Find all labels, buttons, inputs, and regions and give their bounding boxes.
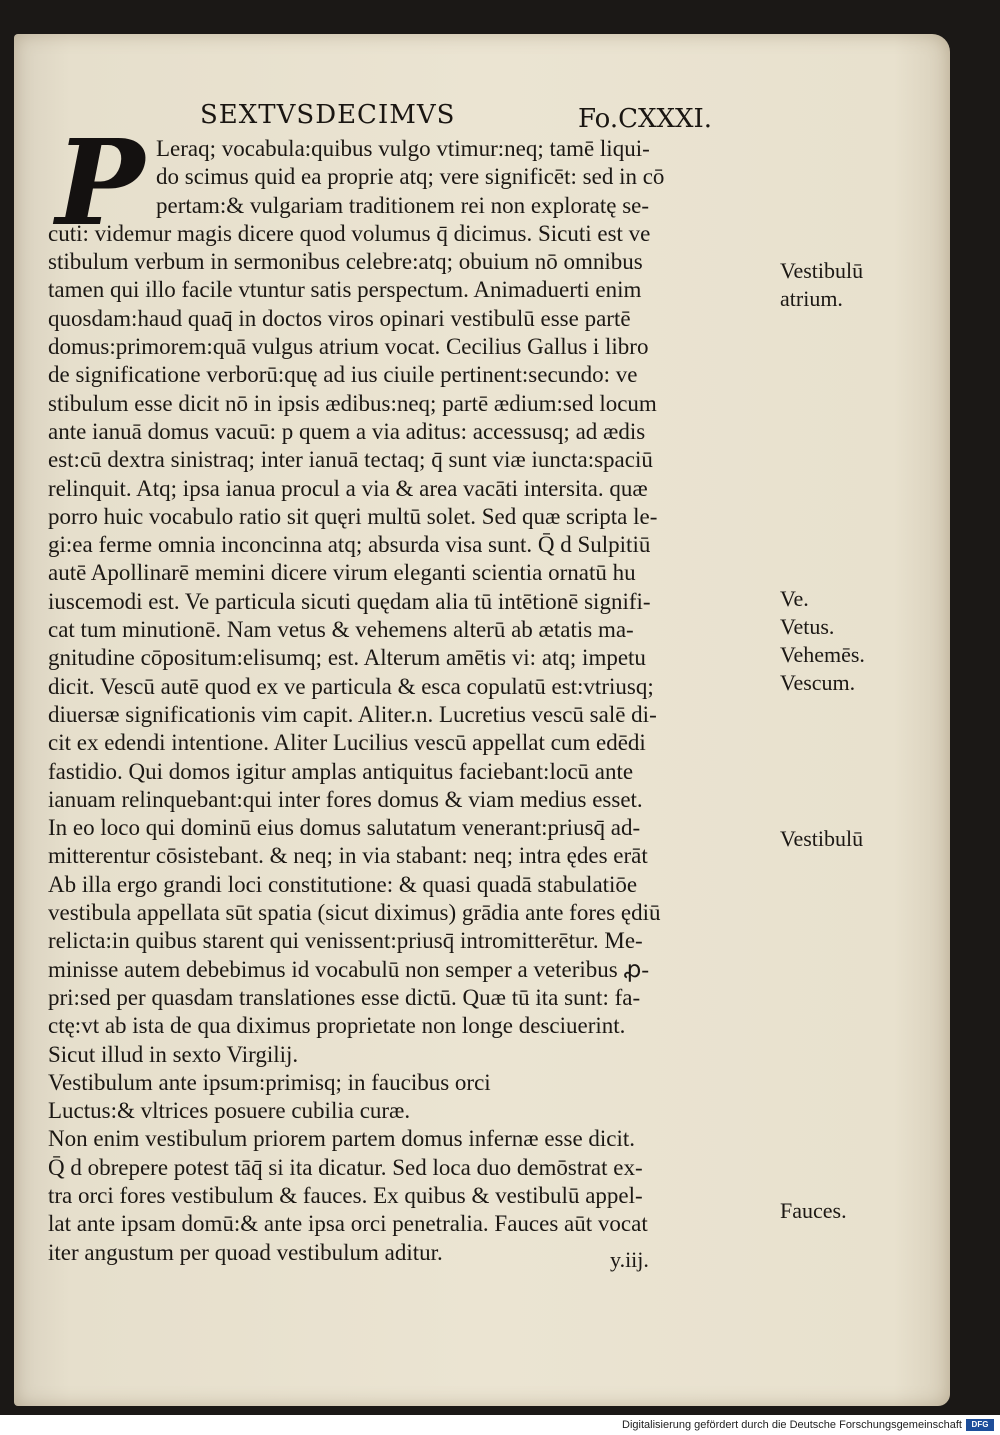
- signature-mark: y.iij.: [610, 1247, 649, 1272]
- text-line: Sicut illud in sexto Virgilij.: [48, 1041, 299, 1067]
- marginal-note: Vestibulū: [780, 258, 864, 283]
- text-line: Q̄ d obrepere potest tāq̄ si ita dicatur. Sed loca duo demōstrat ex-: [48, 1154, 643, 1180]
- marginal-note: Vetus.: [780, 614, 835, 639]
- text-line: cat tum minutionē. Nam vetus & vehemens alterū ab ætatis ma-: [48, 617, 634, 643]
- text-line: quosdam:haud quaq̄ in doctos viros opinari vestibulū esse partē: [48, 305, 631, 331]
- text-line: ianuam relinquebant:qui inter fores domus & viam medius esset.: [48, 786, 643, 812]
- text-line: minisse autem debebimus id vocabulū non semper a veteribus ꝓ-: [48, 956, 649, 982]
- text-line: domus:primorem:quā vulgus atrium vocat. Cecilius Gallus i libro: [48, 334, 649, 360]
- text-line: porro huic vocabulo ratio sit quęri multū solet. Sed quæ scripta le-: [48, 503, 658, 529]
- text-line: Vestibulum ante ipsum:primisq; in faucibus orci: [48, 1069, 491, 1095]
- text-line: diuersæ significationis vim capit. Aliter.n. Lucretius vescū salē di-: [48, 701, 657, 727]
- text-line: cuti: videmur magis dicere quod volumus q̄ dicimus. Sicuti est ve: [48, 220, 651, 246]
- body-text: [48, 135, 865, 1267]
- text-line: vestibula appellata sūt spatia (sicut diximus) grādia ante fores ędiū: [48, 900, 661, 926]
- folio-number: Fo.CXXXI.: [578, 104, 713, 134]
- text-line: mitterentur cōsistebant. & neq; in via stabant: neq; intra ędes erāt: [48, 843, 648, 869]
- decorated-initial: P: [55, 113, 145, 252]
- marginal-note: Vescum.: [780, 670, 856, 695]
- text-line: Luctus:& vltrices posuere cubilia curæ.: [48, 1098, 411, 1124]
- text-line: relinquit. Atq; ipsa ianua procul a via & area vacāti intersita. quæ: [48, 475, 648, 501]
- text-line: lat ante ipsam domū:& ante ipsa orci penetralia. Fauces aūt vocat: [48, 1211, 648, 1237]
- dfg-logo[interactable]: DFG: [966, 1419, 994, 1431]
- text-line: autē Apollinarē memini dicere virum eleganti scientia ornatū hu: [48, 560, 636, 586]
- text-line: pri:sed per quasdam translationes esse dictū. Quæ tū ita sunt: fa-: [48, 984, 641, 1010]
- marginal-note: Fauces.: [780, 1198, 847, 1223]
- running-head: SEXTVSDECIMVS: [200, 100, 456, 130]
- text-line: stibulum verbum in sermonibus celebre:atq; obuium nō omnibus: [48, 249, 643, 275]
- text-line: Leraq; vocabula:quibus vulgo vtimur:neq; tamē liqui-: [156, 136, 650, 161]
- text-line: dicit. Vescū autē quod ex ve particula & esca copulatū est:vtriusq;: [48, 673, 654, 699]
- text-line: tamen qui illo facile vtuntur satis perspectum. Animaduerti enim: [48, 277, 642, 303]
- text-line: ante ianuā domus vacuū: p quem a via aditus: accessusq; ad ædis: [48, 418, 646, 444]
- text-line: ctę:vt ab ista de qua diximus proprietate non longe desciuerint.: [48, 1013, 626, 1039]
- text-line: est:cū dextra sinistraq; inter ianuā tectaq; q̄ sunt viæ iuncta:spaciū: [48, 447, 653, 473]
- text-line: iter angustum per quoad vestibulum aditur.: [48, 1239, 443, 1265]
- text-line: fastidio. Qui domos igitur amplas antiquitus faciebant:locū ante: [48, 758, 634, 784]
- marginal-note: Vehemēs.: [780, 642, 865, 667]
- text-line: tra orci fores vestibulum & fauces. Ex quibus & vestibulū appel-: [48, 1182, 643, 1208]
- text-line: relicta:in quibus starent qui venissent:priusq̄ intromitterētur. Me-: [48, 928, 643, 954]
- text-line: iuscemodi est. Ve particula sicuti quędam alia tū intētionē signifi-: [48, 588, 651, 614]
- text-line: stibulum esse dicit nō in ipsis ædibus:neq; partē ædium:sed locum: [48, 390, 657, 416]
- text-line: gi:ea ferme omnia inconcinna atq; absurda visa sunt. Q̄ d Sulpitiū: [48, 532, 651, 558]
- text-line: do scimus quid ea proprie atq; vere significēt: sed in cō: [156, 164, 665, 190]
- text-line: Ab illa ergo grandi loci constitutione: & quasi quadā stabulatiōe: [48, 871, 638, 897]
- text-line: In eo loco qui dominū eius domus salutatum venerant:priusq̄ ad-: [48, 815, 641, 841]
- text-line: gnitudine cōpositum:elisumq; est. Alterum amētis vi: atq; impetu: [48, 645, 646, 671]
- funding-credit: Digitalisierung gefördert durch die Deutsche Forschungsgemeinschaft: [622, 1419, 962, 1431]
- text-line: cit ex edendi intentione. Aliter Lucilius vescū appellat cum edēdi: [48, 730, 646, 756]
- marginal-note: atrium.: [780, 286, 843, 311]
- text-line: pertam:& vulgariam traditionem rei non exploratę se-: [156, 192, 650, 218]
- footer-bar: [0, 1415, 1000, 1435]
- text-line: Non enim vestibulum priorem partem domus infernæ esse dicit.: [48, 1126, 636, 1152]
- marginal-note: Ve.: [780, 586, 809, 611]
- text-line: de significatione verborū:quę ad ius ciuile pertinent:secundo: ve: [48, 362, 638, 388]
- marginal-note: Vestibulū: [780, 826, 864, 851]
